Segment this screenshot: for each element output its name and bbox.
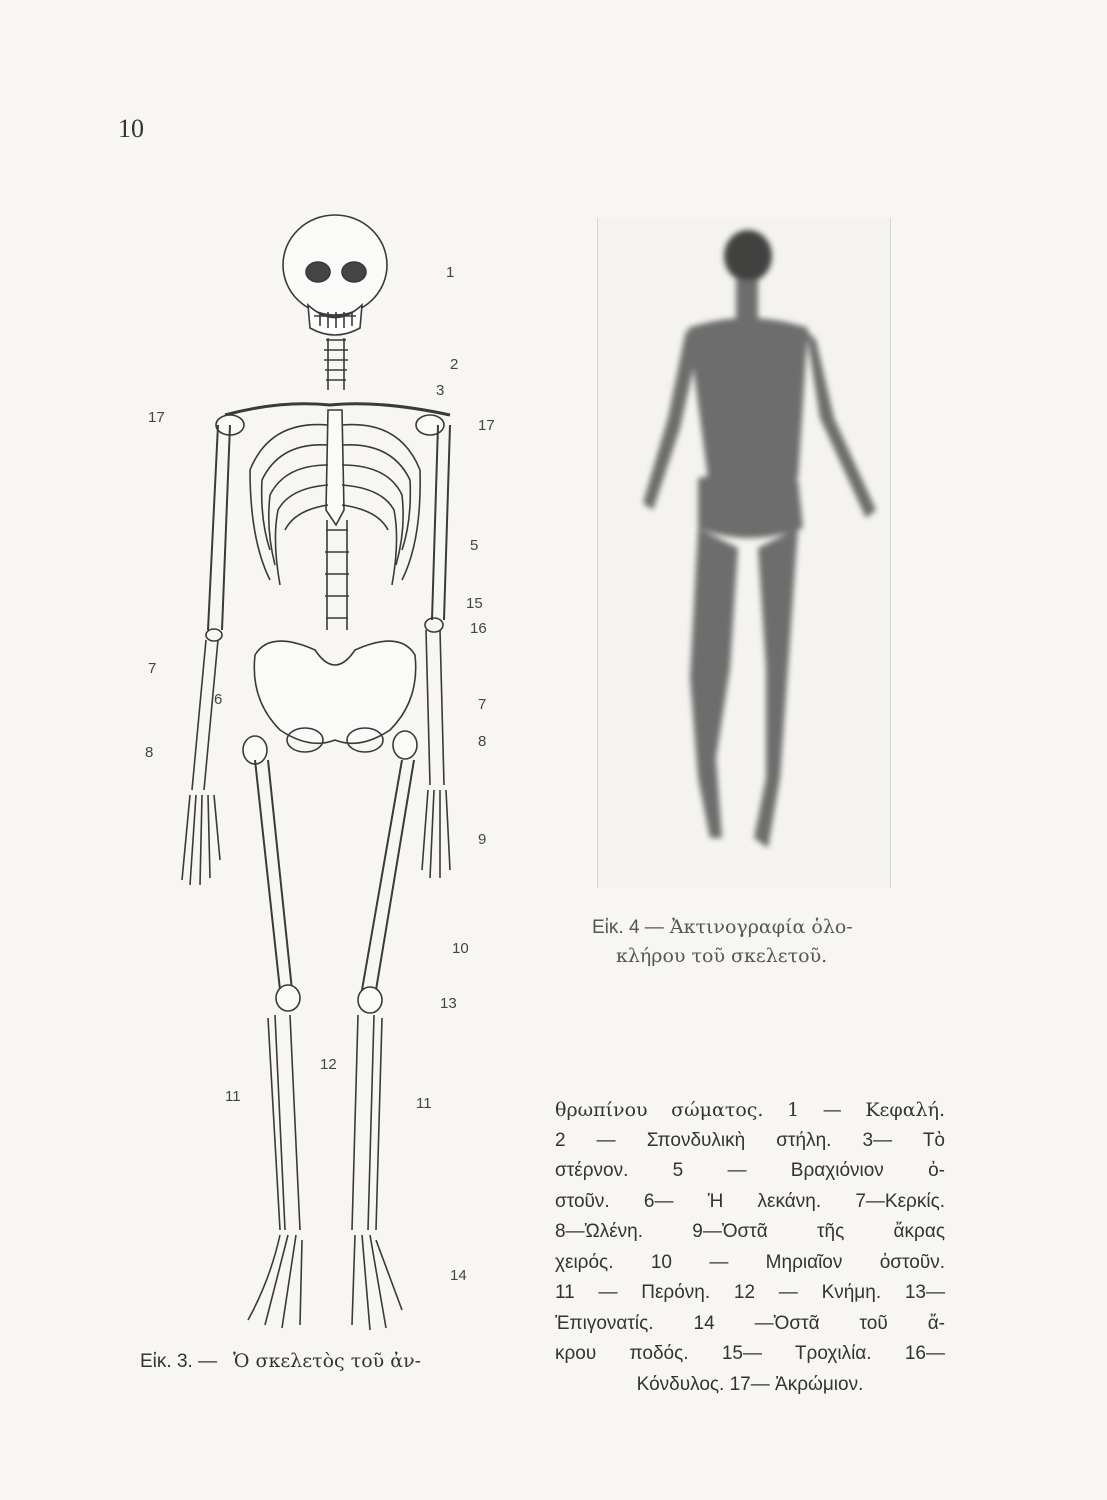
callout-label: 17 [148, 409, 165, 426]
figure4-caption-prefix: Εἰκ. 4 — [592, 917, 664, 938]
callout-label: 3 [436, 382, 445, 399]
skeleton-illustration [130, 210, 530, 1370]
legend-line: κρου ποδός. 15— Τροχιλία. 16— [555, 1343, 945, 1364]
page-number: 10 [118, 114, 144, 143]
callout-label: 9 [478, 831, 487, 848]
callout-label: 11 [225, 1088, 241, 1105]
figure4-caption [592, 913, 922, 970]
callout-label: 8 [478, 733, 487, 750]
figure4-caption-line2: κλήρου τοῦ σκελετοῦ. [616, 945, 828, 967]
legend-line: στοῦν. 6— Ἡ λεκάνη. 7—Κερκίς. [555, 1190, 945, 1212]
callout-label: 7 [478, 696, 487, 713]
callout-label: 10 [452, 940, 469, 957]
callout-label: 7 [148, 660, 157, 677]
legend-line: 8—Ὠλένη. 9—Ὀστᾶ τῆς ἄκρας [555, 1221, 945, 1242]
legend-line: θρωπίνου σώματος. 1 — Κεφαλή. [555, 1099, 945, 1121]
figure4-caption-line1: Ἀκτινογραφία ὁλο- [669, 916, 853, 938]
figure3-caption-text: Ὁ σκελετὸς τοῦ ἀν- [233, 1350, 422, 1372]
callout-label: 16 [470, 620, 487, 637]
callout-label: 11 [416, 1095, 432, 1112]
callout-label: 12 [320, 1056, 337, 1073]
callout-label: 13 [440, 995, 457, 1012]
callout-label: 15 [466, 595, 483, 612]
callout-label: 17 [478, 417, 495, 434]
xray-image [597, 218, 891, 888]
legend-line: Κόνδυλος. 17— Ἀκρώμιον. [636, 1373, 864, 1395]
legend-line: στέρνον. 5 — Βραχιόνιον ὀ- [555, 1160, 945, 1181]
legend-line: 2 — Σπονδυλικὴ στήλη. 3— Τὸ [555, 1129, 945, 1151]
callout-label: 5 [470, 537, 479, 554]
callout-label: 6 [214, 691, 223, 708]
callout-label: 14 [450, 1267, 467, 1284]
callout-label: 1 [446, 264, 455, 281]
legend-line: χειρός. 10 — Μηριαῖον ὀστοῦν. [555, 1251, 945, 1273]
legend-line: 11 — Περόνη. 12 — Κνήμη. 13— [555, 1282, 945, 1303]
figure3-caption [140, 1350, 580, 1373]
figure3-caption-prefix: Εἰκ. 3. — [140, 1351, 218, 1372]
figure-legend [555, 1095, 945, 1400]
callout-label: 8 [145, 744, 154, 761]
legend-line: Ἐπιγονατίς. 14 —Ὀστᾶ τοῦ ἄ- [555, 1312, 945, 1334]
callout-label: 2 [450, 356, 459, 373]
